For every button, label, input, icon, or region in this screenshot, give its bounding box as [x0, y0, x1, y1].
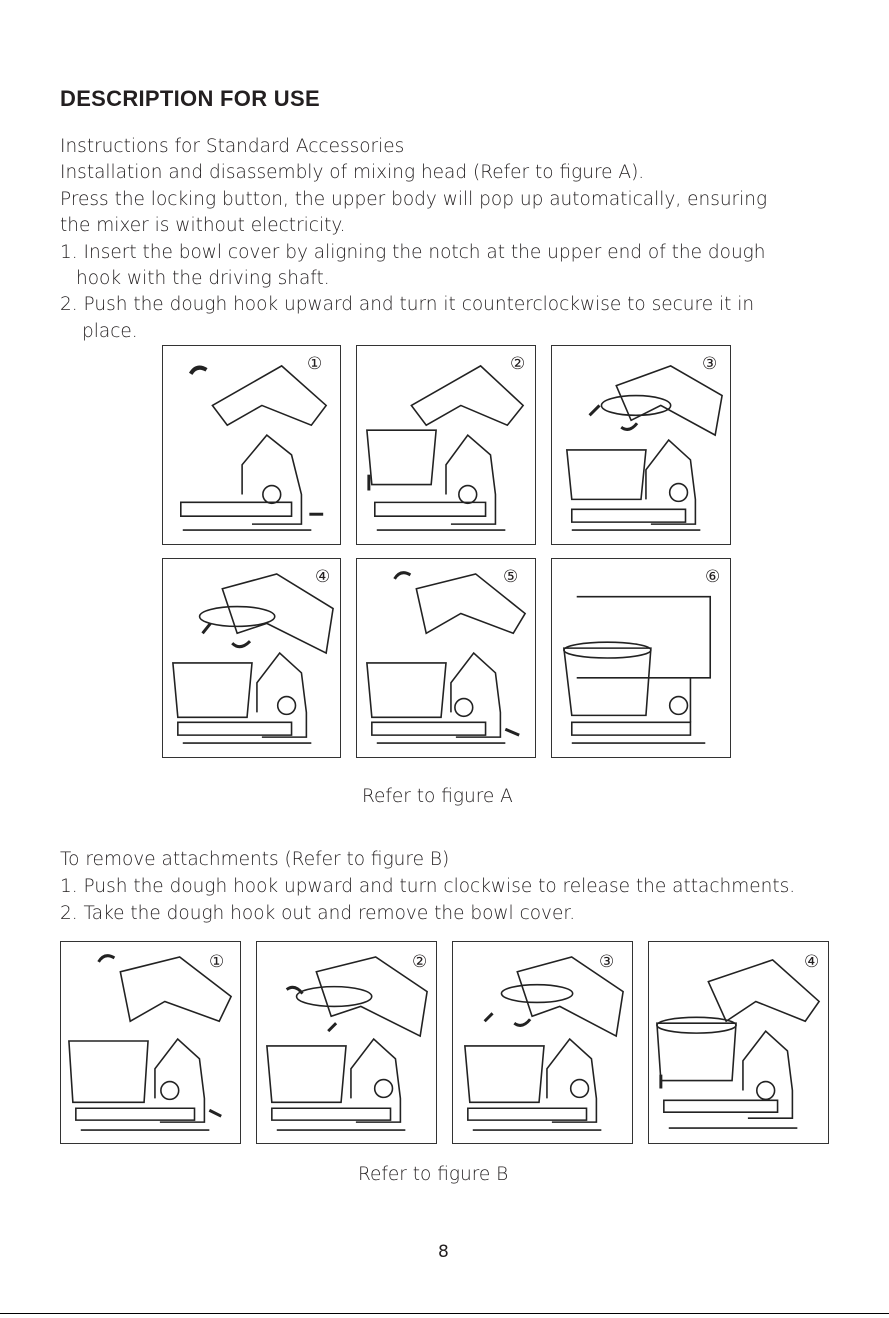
page-bottom-rule [0, 1313, 889, 1314]
figure-b-panel-4 [648, 941, 829, 1144]
panel-number: ② [412, 952, 428, 972]
mixer-illustration [163, 346, 340, 544]
figure-a-panel-4 [162, 558, 341, 758]
figure-a-panel-5 [356, 558, 536, 758]
intro-line: Instructions for Standard Accessories [60, 136, 405, 157]
panel-number: ② [510, 354, 526, 374]
mixer-illustration [552, 559, 730, 757]
mixer-illustration [552, 346, 730, 544]
figure-b-caption: Refer to figure B [358, 1164, 509, 1185]
remove-attachments-text [60, 846, 795, 927]
figure-b-panel-1 [60, 941, 241, 1144]
intro-line: Installation and disassembly of mixing head (Refer to figure A). [60, 162, 645, 184]
figure-a-panel-3 [551, 345, 731, 545]
intro-line: Press the locking button, the upper body will pop up automatically, ensuring [60, 188, 768, 210]
page-number: 8 [438, 1242, 449, 1262]
intro-line: the mixer is without electricity. [60, 215, 346, 237]
step-1-continued: hook with the driving shaft. [76, 268, 330, 290]
mixer-illustration [163, 559, 340, 757]
section-b-step-2: 2. Take the dough hook out and remove the bowl cover. [60, 903, 576, 924]
panel-number: ① [307, 354, 323, 374]
figure-a-panel-6 [551, 558, 731, 758]
mixer-illustration [357, 346, 535, 544]
figure-b-panel-3 [452, 941, 633, 1144]
section-b-step-1: 1. Push the dough hook upward and turn clockwise to release the attachments. [60, 876, 796, 897]
panel-number: ④ [804, 952, 820, 972]
figure-a-panel-1 [162, 345, 341, 545]
section-heading: DESCRIPTION FOR USE [60, 86, 320, 111]
panel-number: ⑥ [705, 567, 721, 587]
mixer-illustration [453, 942, 632, 1143]
panel-number: ④ [315, 567, 331, 587]
figure-b-panel-2 [256, 941, 437, 1144]
section-b-title: To remove attachments (Refer to figure B) [60, 849, 450, 870]
step-2-continued: place. [82, 320, 138, 342]
mixer-illustration [61, 942, 240, 1143]
step-2: 2. Push the dough hook upward and turn it counterclockwise to secure it in [60, 294, 755, 316]
panel-number: ③ [702, 354, 718, 374]
figure-a-panel-2 [356, 345, 536, 545]
step-1: 1. Insert the bowl cover by aligning the notch at the upper end of the dough [60, 241, 766, 263]
mixer-illustration [257, 942, 436, 1143]
panel-number: ⑤ [503, 567, 519, 587]
figure-a-caption: Refer to figure A [362, 786, 513, 807]
instructions-text [60, 134, 860, 345]
mixer-illustration [649, 942, 828, 1143]
mixer-illustration [357, 559, 535, 757]
panel-number: ① [209, 952, 225, 972]
panel-number: ③ [599, 952, 615, 972]
